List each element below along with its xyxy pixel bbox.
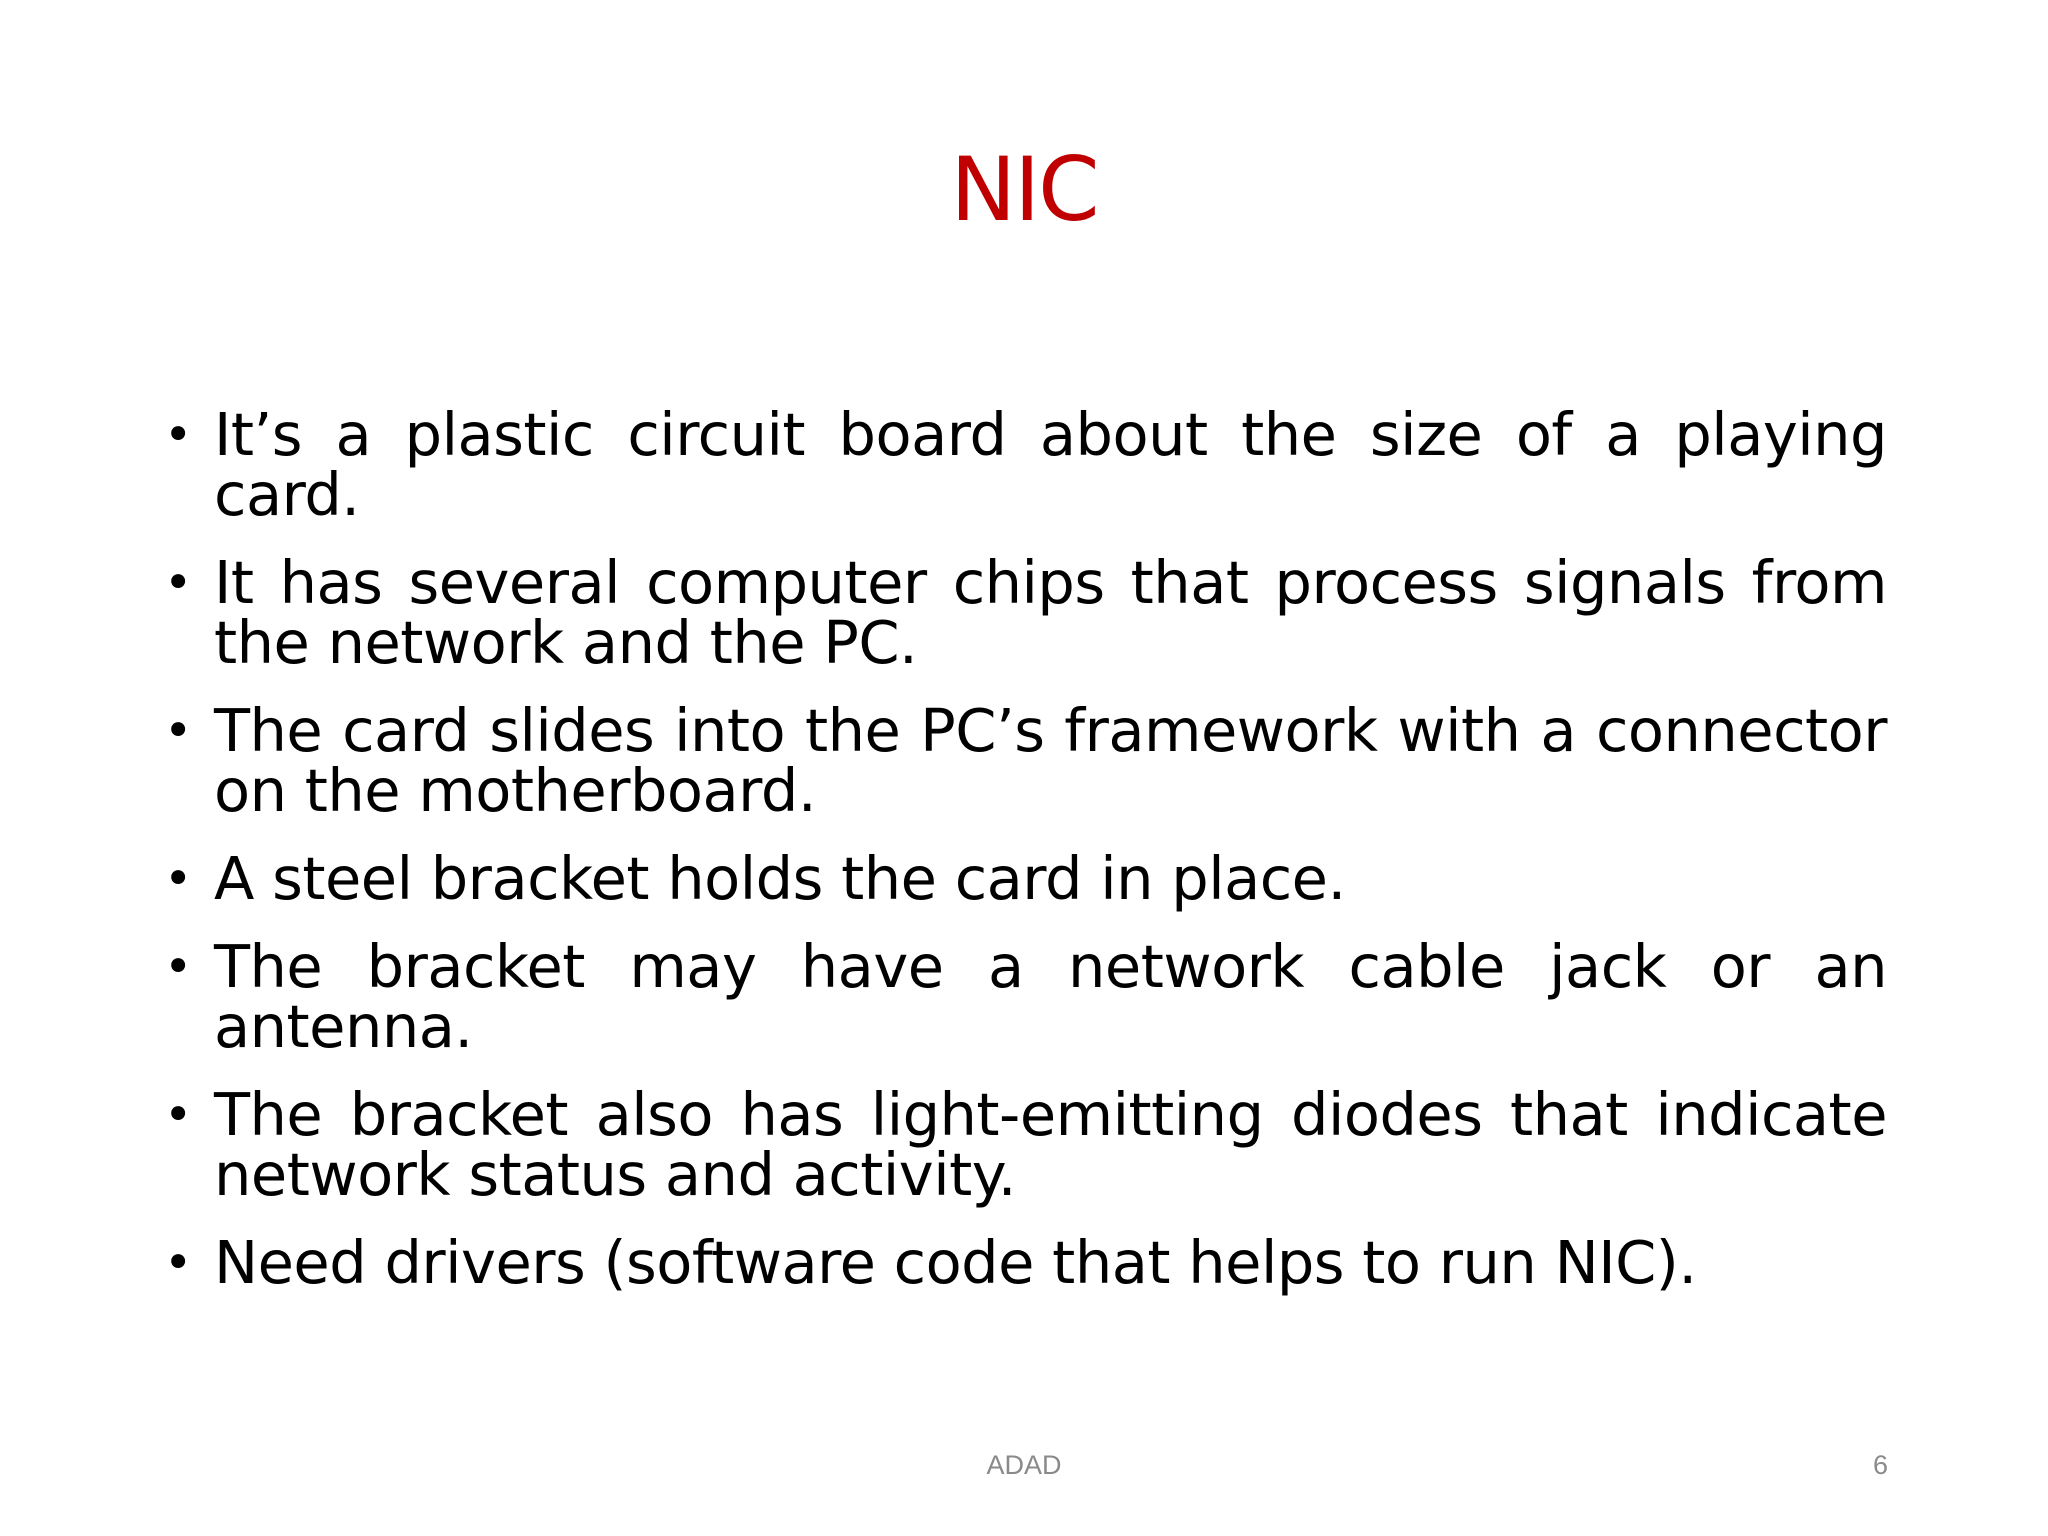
list-item (160, 1080, 1887, 1209)
slide-title: NIC (950, 138, 1098, 241)
list-item (160, 844, 1887, 913)
page-number: 6 (1872, 1450, 1888, 1480)
bullet-text: A steel bracket holds the card in place. (214, 844, 1346, 913)
bullet-text: Need drivers (software code that helps to run NIC). (214, 1228, 1697, 1297)
list-item (160, 1228, 1887, 1297)
footer-label: ADAD (986, 1450, 1062, 1480)
bullet-text: The bracket may have a network cable jack or an antenna. (214, 932, 1887, 1061)
bullet-icon: • (164, 939, 192, 995)
bullet-icon: • (164, 1235, 192, 1291)
list-item (160, 932, 1887, 1061)
list-item (160, 400, 1887, 529)
bullet-icon: • (164, 851, 192, 907)
bullet-icon: • (164, 555, 192, 611)
bullet-icon: • (164, 407, 192, 463)
bullet-icon: • (164, 703, 192, 759)
bullet-text: It has several computer chips that process signals from the network and the PC. (214, 548, 1887, 677)
list-item (160, 696, 1887, 825)
bullet-text: The bracket also has light-emitting diodes that indicate network status and activity. (214, 1080, 1887, 1209)
bullet-icon: • (164, 1087, 192, 1143)
bullet-text: It’s a plastic circuit board about the size of a playing card. (214, 400, 1887, 529)
bullet-text: The card slides into the PC’s framework with a connector on the motherboard. (214, 696, 1887, 825)
list-item (160, 548, 1887, 677)
bullet-list (160, 400, 1887, 1321)
